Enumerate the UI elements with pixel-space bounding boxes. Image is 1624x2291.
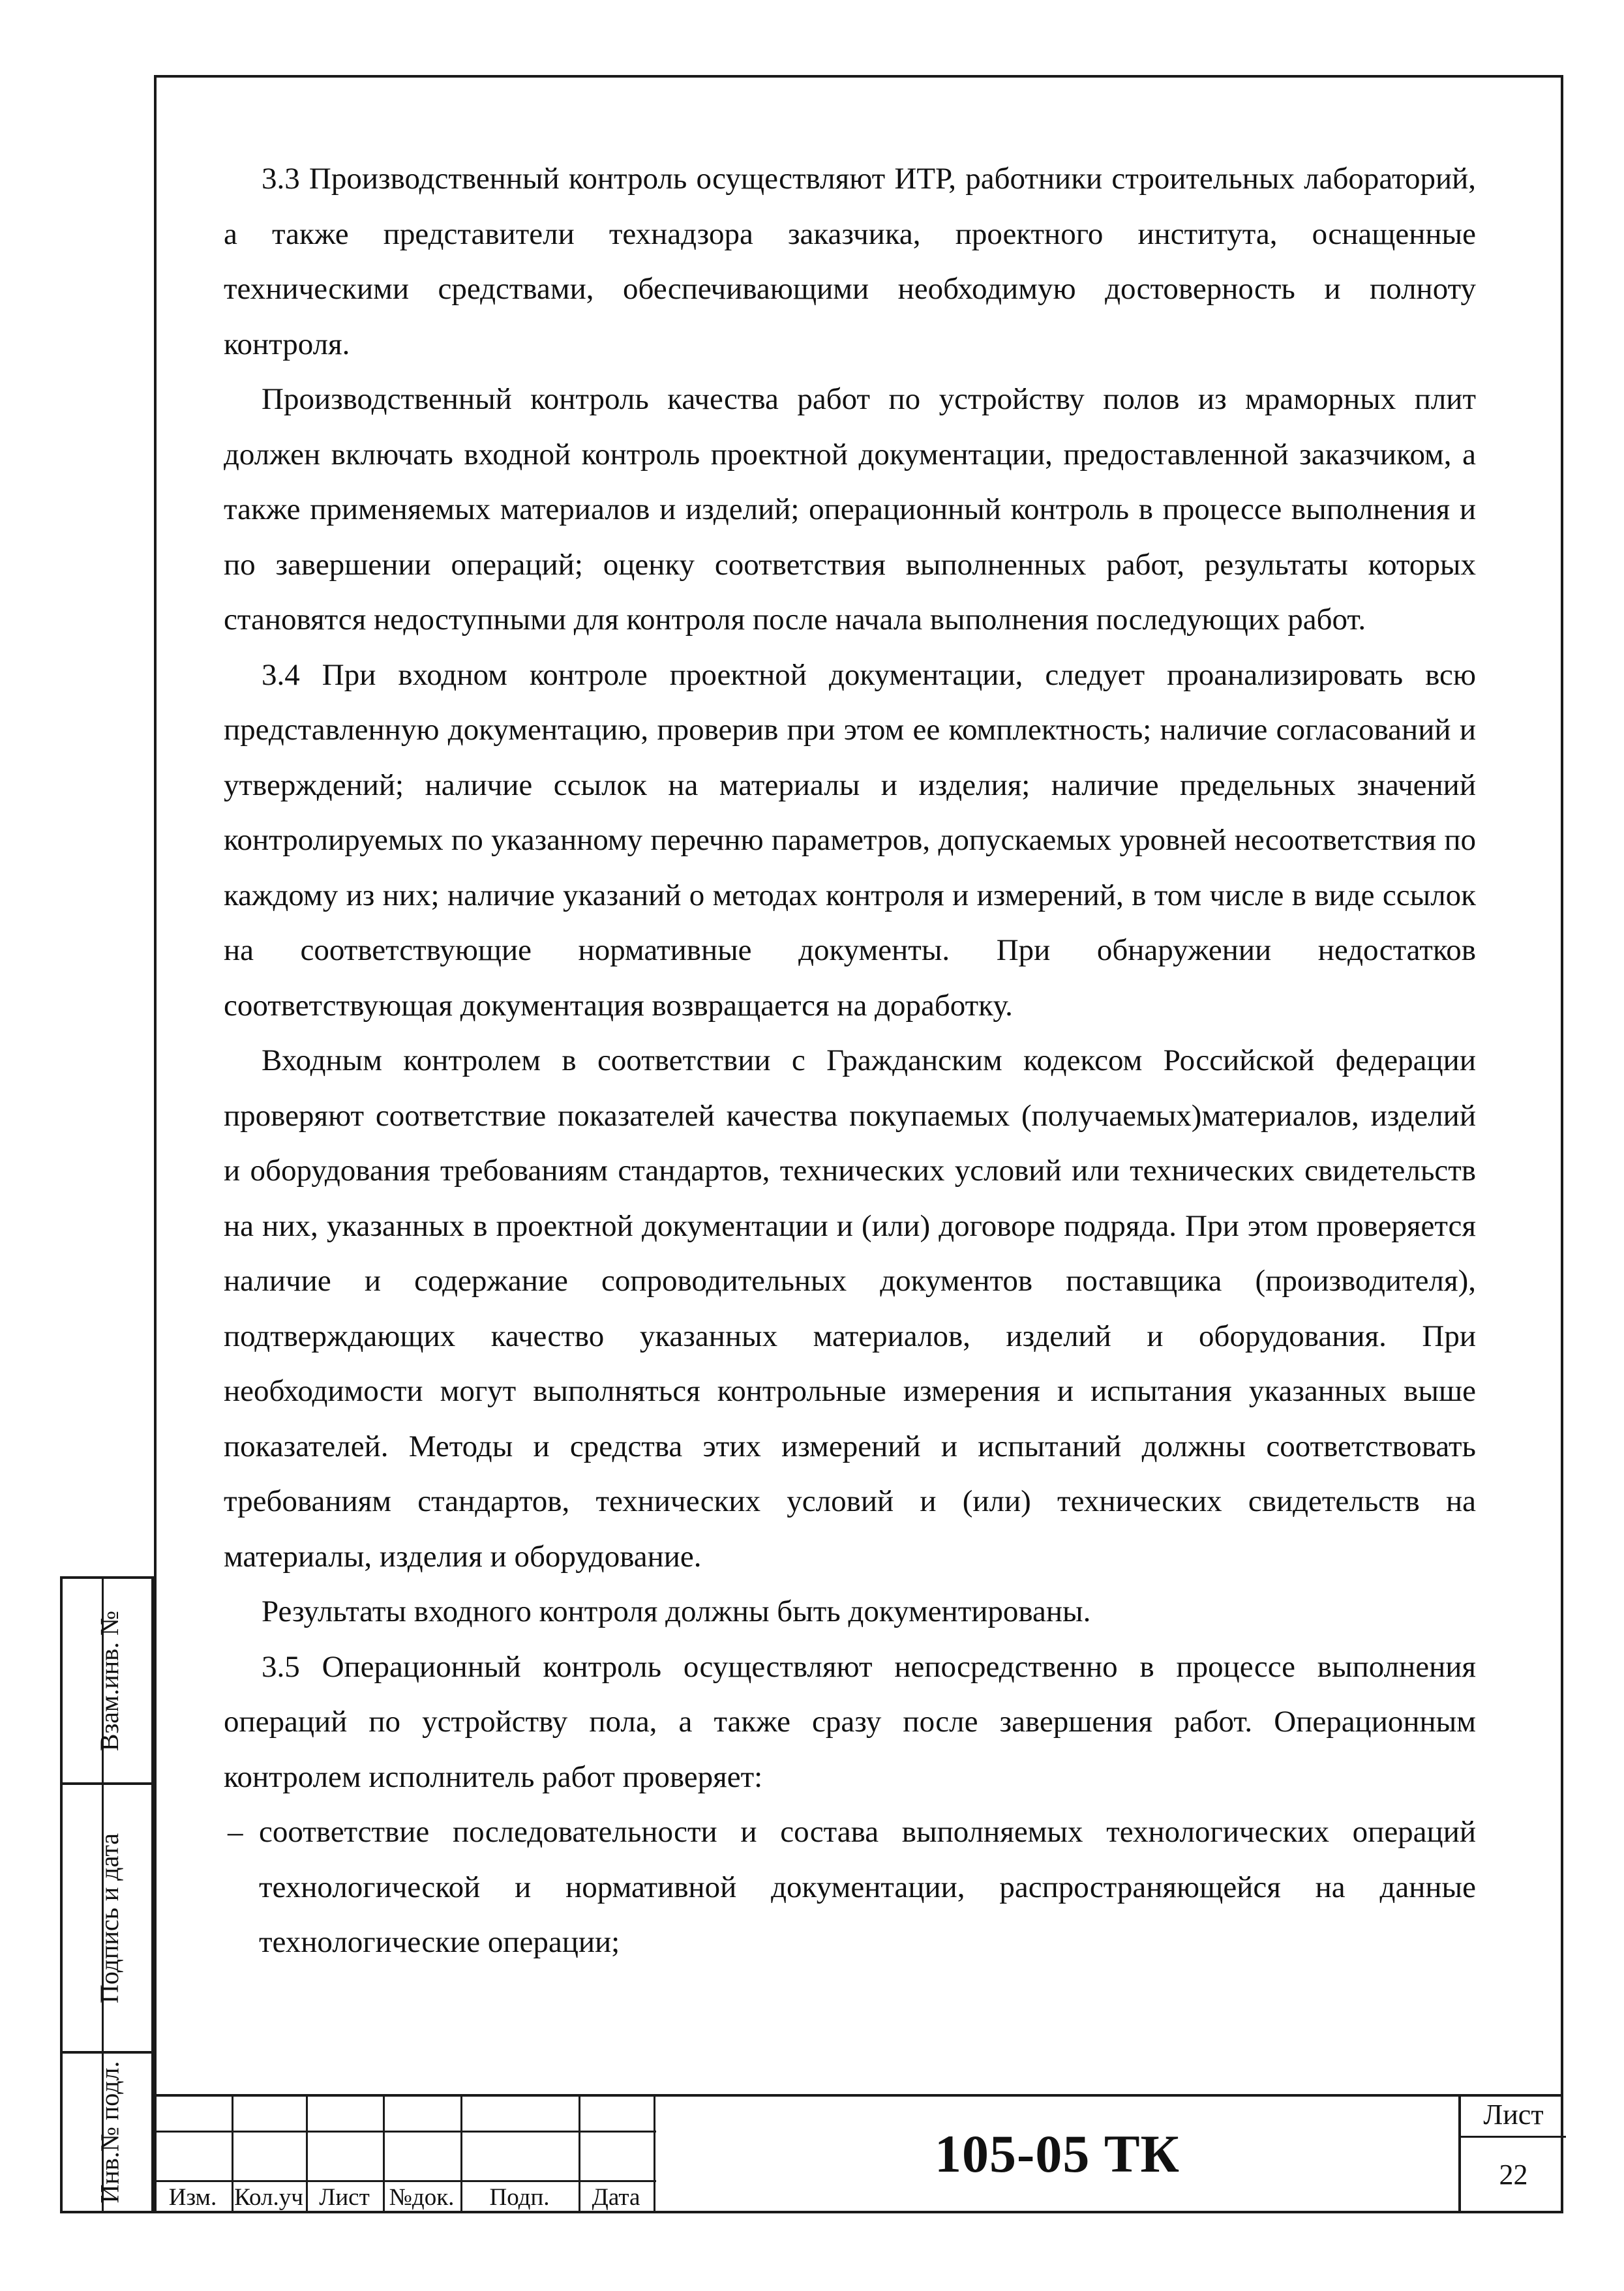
- column-data: Дата: [592, 2184, 640, 2211]
- paragraph-3-3: 3.3 Производственный контроль осуществляют ИТР, работники строительных лабораторий, а также представители технадзора заказчика, проектного института, оснащенные техническими средствами, обеспечивающими необходимую достоверность и полноту контроля.: [224, 162, 1476, 361]
- sheet-label: Лист: [1461, 2094, 1566, 2138]
- column-kol-uch: Кол.уч: [234, 2184, 303, 2211]
- paragraph-input-results: Результаты входного контроля должны быть документированы.: [262, 1595, 1091, 1628]
- list-item-text: соответствие последовательности и состава выполняемых технологических операций технологической и нормативной документации, распространяющейся на данные технологические операции;: [259, 1815, 1476, 1959]
- list-dash: –: [228, 1815, 243, 1849]
- sheet-box: [1458, 2094, 1566, 2213]
- side-stamp-vzam: [60, 1576, 154, 1785]
- paragraph-production-control: Производственный контроль качества работ по устройству полов из мраморных плит должен включать входной контроль проектной документации, предоставленной заказчиком, а также применяемых материалов и изделий; операционный контроль в процессе выполнения и по завершении операций; оценку соответствия выполненных работ, результаты которых становятся недоступными для контроля после начала выполнения последующих работ.: [224, 382, 1476, 636]
- side-stamp-vzam-label: Взам.инв. №: [95, 1610, 125, 1751]
- side-stamp-inv: [60, 2051, 154, 2213]
- side-stamp-podpis: [60, 1782, 154, 2054]
- paragraph-3-5: 3.5 Операционный контроль осуществляют непосредственно в процессе выполнения операций по устройству пола, а также сразу после завершения работ. Операционным контролем исполнитель работ проверяет:: [224, 1649, 1476, 1794]
- title-block: [154, 2094, 1563, 2213]
- sheet-number: 22: [1499, 2159, 1528, 2191]
- revision-grid: [154, 2094, 656, 2213]
- side-stamp-podpis-label: Подпись и дата: [95, 1833, 125, 2003]
- document-body: [224, 151, 1476, 1970]
- document-code: 105-05 ТК: [935, 2123, 1180, 2183]
- paragraph-input-control: Входным контролем в соответствии с Гражданским кодексом Российской федерации проверяют соответствие показателей качества покупаемых (получаемых)материалов, изделий и оборудования требованиям стандартов, технических условий или технических свидетельств на них, указанных в проектной документации и (или) договоре подряда. При этом проверяется наличие и содержание сопроводительных документов поставщика (производителя), подтверждающих качество указанных материалов, изделий и оборудования. При необходимости могут выполняться контрольные измерения и испытания указанных выше показателей. Методы и средства этих измерений и испытаний должны соответствовать требованиям стандартов, технических условий и (или) технических свидетельств на материалы, изделия и оборудование.: [224, 1043, 1476, 1574]
- column-podp: Подп.: [489, 2184, 550, 2211]
- list-item: [224, 1804, 1476, 1970]
- paragraph-3-4: 3.4 При входном контроле проектной документации, следует проанализировать всю представленную документацию, проверив при этом ее комплектность; наличие согласований и утверждений; наличие ссылок на материалы и изделия; наличие предельных значений контролируемых по указанному перечню параметров, допускаемых уровней несоответствия по каждому из них; наличие указаний о методах контроля и измерений, в том числе в виде ссылок на соответствующие нормативные документы. При обнаружении недостатков соответствующая документация возвращается на доработку.: [224, 657, 1476, 1023]
- column-list: Лист: [319, 2184, 370, 2211]
- column-ndok: №док.: [389, 2184, 455, 2211]
- side-stamp-inv-label: Инв.№ подл.: [95, 2061, 125, 2204]
- column-izm: Изм.: [168, 2184, 217, 2211]
